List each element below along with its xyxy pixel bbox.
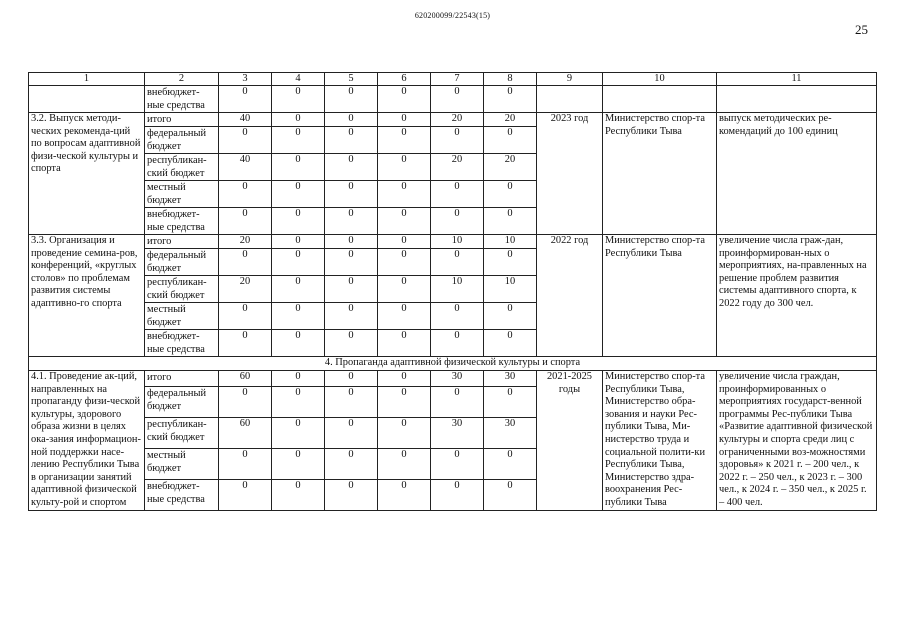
activity-name: 3.2. Выпуск методи-ческих рекоменда-ций по вопросам адаптивной физи-ческой культуры и спорта [29, 113, 145, 235]
amount-cell: 0 [272, 479, 325, 510]
amount-cell: 0 [219, 181, 272, 208]
deadline-cell: 2022 год [537, 235, 603, 357]
amount-cell: 20 [484, 154, 537, 181]
table-row [29, 86, 877, 113]
section-row [29, 357, 877, 371]
amount-cell: 0 [272, 127, 325, 154]
amount-cell: 0 [325, 154, 378, 181]
result-cell: увеличение числа граждан, проинформированных о мероприятиях государст-венной программы Рес-публики Тыва «Развитие адаптивной физической культуры и спорта среди лиц с ограниченными воз-можностями здоровья» к 2021 г. – 200 чел., к 2022 г. – 250 чел., к 2023 г. – 300 чел., к 2024 г. – 350 чел., к 2025 г. – 400 чел. [717, 371, 877, 511]
amount-cell: 0 [484, 127, 537, 154]
funding-source: местный бюджет [145, 448, 219, 479]
amount-cell: 0 [378, 154, 431, 181]
funding-source: внебюджет-ные средства [145, 86, 219, 113]
amount-cell: 0 [378, 276, 431, 303]
amount-cell: 0 [484, 448, 537, 479]
amount-cell: 10 [484, 276, 537, 303]
section-title: 4. Пропаганда адаптивной физической культуры и спорта [29, 357, 877, 371]
funding-source: федеральный бюджет [145, 249, 219, 276]
column-number: 6 [378, 73, 431, 86]
amount-cell: 0 [272, 113, 325, 127]
amount-cell: 0 [484, 86, 537, 113]
amount-cell: 0 [272, 235, 325, 249]
amount-cell: 0 [219, 387, 272, 418]
amount-cell: 0 [378, 181, 431, 208]
column-number: 7 [431, 73, 484, 86]
amount-cell: 0 [431, 127, 484, 154]
amount-cell: 0 [219, 330, 272, 357]
amount-cell: 0 [272, 86, 325, 113]
amount-cell: 0 [431, 330, 484, 357]
amount-cell: 10 [431, 235, 484, 249]
page-number: 25 [855, 22, 868, 37]
amount-cell: 30 [484, 371, 537, 387]
amount-cell: 0 [325, 448, 378, 479]
amount-cell: 0 [325, 417, 378, 448]
column-number: 2 [145, 73, 219, 86]
amount-cell: 0 [272, 249, 325, 276]
column-number: 8 [484, 73, 537, 86]
amount-cell: 0 [431, 387, 484, 418]
amount-cell: 0 [325, 303, 378, 330]
amount-cell: 0 [325, 276, 378, 303]
amount-cell: 60 [219, 371, 272, 387]
amount-cell: 0 [272, 276, 325, 303]
amount-cell: 0 [272, 330, 325, 357]
amount-cell: 0 [325, 235, 378, 249]
document-code: 620200099/22543(15) [414, 11, 491, 20]
amount-cell: 0 [325, 127, 378, 154]
table-row [29, 371, 877, 387]
amount-cell: 0 [378, 303, 431, 330]
funding-source: итого [145, 113, 219, 127]
amount-cell: 0 [431, 86, 484, 113]
funding-source: федеральный бюджет [145, 127, 219, 154]
result-cell: выпуск методических ре-комендаций до 100 единиц [717, 113, 877, 235]
amount-cell: 0 [378, 249, 431, 276]
executor-cell: Министерство спор-та Республики Тыва, Министерство обра-зования и науки Рес-публики Тыва, Ми-нистерство труда и социальной полити-ки Республики Тыва, Министерство здра-воохранения Рес-публики Тыва [603, 371, 717, 511]
amount-cell: 0 [272, 154, 325, 181]
amount-cell: 0 [378, 208, 431, 235]
program-table [28, 72, 877, 511]
amount-cell: 20 [431, 113, 484, 127]
amount-cell: 0 [431, 208, 484, 235]
amount-cell: 0 [272, 448, 325, 479]
executor-cell: Министерство спор-та Республики Тыва [603, 235, 717, 357]
amount-cell: 0 [378, 479, 431, 510]
amount-cell: 0 [325, 113, 378, 127]
funding-source: итого [145, 371, 219, 387]
amount-cell: 20 [484, 113, 537, 127]
amount-cell: 20 [431, 154, 484, 181]
amount-cell: 40 [219, 113, 272, 127]
amount-cell: 0 [219, 448, 272, 479]
amount-cell: 0 [378, 86, 431, 113]
amount-cell: 0 [484, 208, 537, 235]
amount-cell: 0 [272, 181, 325, 208]
amount-cell: 30 [431, 371, 484, 387]
funding-source: внебюджет-ные средства [145, 330, 219, 357]
amount-cell: 0 [431, 303, 484, 330]
column-number-row [29, 73, 877, 86]
amount-cell: 10 [484, 235, 537, 249]
executor-cell: Министерство спор-та Республики Тыва [603, 113, 717, 235]
amount-cell: 0 [378, 127, 431, 154]
funding-source: республикан-ский бюджет [145, 417, 219, 448]
deadline-cell: 2021-2025 годы [537, 371, 603, 511]
amount-cell: 40 [219, 154, 272, 181]
amount-cell: 0 [431, 181, 484, 208]
amount-cell: 0 [272, 387, 325, 418]
amount-cell: 60 [219, 417, 272, 448]
funding-source: местный бюджет [145, 303, 219, 330]
column-number: 11 [717, 73, 877, 86]
amount-cell: 0 [378, 330, 431, 357]
amount-cell: 0 [272, 371, 325, 387]
amount-cell: 0 [219, 127, 272, 154]
amount-cell: 30 [431, 417, 484, 448]
amount-cell: 0 [325, 330, 378, 357]
amount-cell: 0 [378, 448, 431, 479]
amount-cell: 0 [378, 417, 431, 448]
activity-name: 3.3. Организация и проведение семина-ров, конференций, «круглых столов» по проблемам развития системы адаптивно-го спорта [29, 235, 145, 357]
amount-cell: 0 [431, 479, 484, 510]
empty-cell [717, 86, 877, 113]
amount-cell: 0 [325, 479, 378, 510]
table-row [29, 235, 877, 249]
funding-source: местный бюджет [145, 181, 219, 208]
amount-cell: 0 [325, 181, 378, 208]
amount-cell: 0 [431, 249, 484, 276]
amount-cell: 0 [272, 208, 325, 235]
amount-cell: 0 [484, 303, 537, 330]
funding-source: внебюджет-ные средства [145, 479, 219, 510]
amount-cell: 0 [484, 181, 537, 208]
empty-cell [603, 86, 717, 113]
amount-cell: 0 [484, 249, 537, 276]
amount-cell: 0 [272, 303, 325, 330]
amount-cell: 20 [219, 235, 272, 249]
amount-cell: 0 [219, 208, 272, 235]
empty-cell [29, 86, 145, 113]
column-number: 4 [272, 73, 325, 86]
empty-cell [537, 86, 603, 113]
amount-cell: 30 [484, 417, 537, 448]
funding-source: внебюджет-ные средства [145, 208, 219, 235]
amount-cell: 0 [219, 86, 272, 113]
column-number: 9 [537, 73, 603, 86]
amount-cell: 0 [325, 86, 378, 113]
column-number: 10 [603, 73, 717, 86]
funding-source: республикан-ский бюджет [145, 154, 219, 181]
amount-cell: 0 [484, 330, 537, 357]
amount-cell: 20 [219, 276, 272, 303]
column-number: 1 [29, 73, 145, 86]
amount-cell: 0 [484, 387, 537, 418]
amount-cell: 0 [325, 371, 378, 387]
column-number: 3 [219, 73, 272, 86]
amount-cell: 0 [219, 479, 272, 510]
amount-cell: 0 [378, 113, 431, 127]
amount-cell: 0 [325, 387, 378, 418]
funding-source: федеральный бюджет [145, 387, 219, 418]
deadline-cell: 2023 год [537, 113, 603, 235]
table-row [29, 113, 877, 127]
amount-cell: 0 [325, 249, 378, 276]
amount-cell: 0 [219, 249, 272, 276]
funding-source: республикан-ский бюджет [145, 276, 219, 303]
amount-cell: 10 [431, 276, 484, 303]
amount-cell: 0 [378, 235, 431, 249]
amount-cell: 0 [325, 208, 378, 235]
result-cell: увеличение числа граж-дан, проинформирован-ных о мероприятиях, на-правленных на решение проблем развития системы адаптивного спорта, к 2022 году до 300 чел. [717, 235, 877, 357]
amount-cell: 0 [272, 417, 325, 448]
amount-cell: 0 [378, 387, 431, 418]
amount-cell: 0 [431, 448, 484, 479]
funding-source: итого [145, 235, 219, 249]
amount-cell: 0 [484, 479, 537, 510]
activity-name: 4.1. Проведение ак-ций, направленных на пропаганду физи-ческой культуры, здорового образа жизни в целях ока-зания информацион-ной поддержки насе-лению Республики Тыва в организации занятий адаптивной физической культу-рой и спортом [29, 371, 145, 511]
amount-cell: 0 [219, 303, 272, 330]
column-number: 5 [325, 73, 378, 86]
amount-cell: 0 [378, 371, 431, 387]
